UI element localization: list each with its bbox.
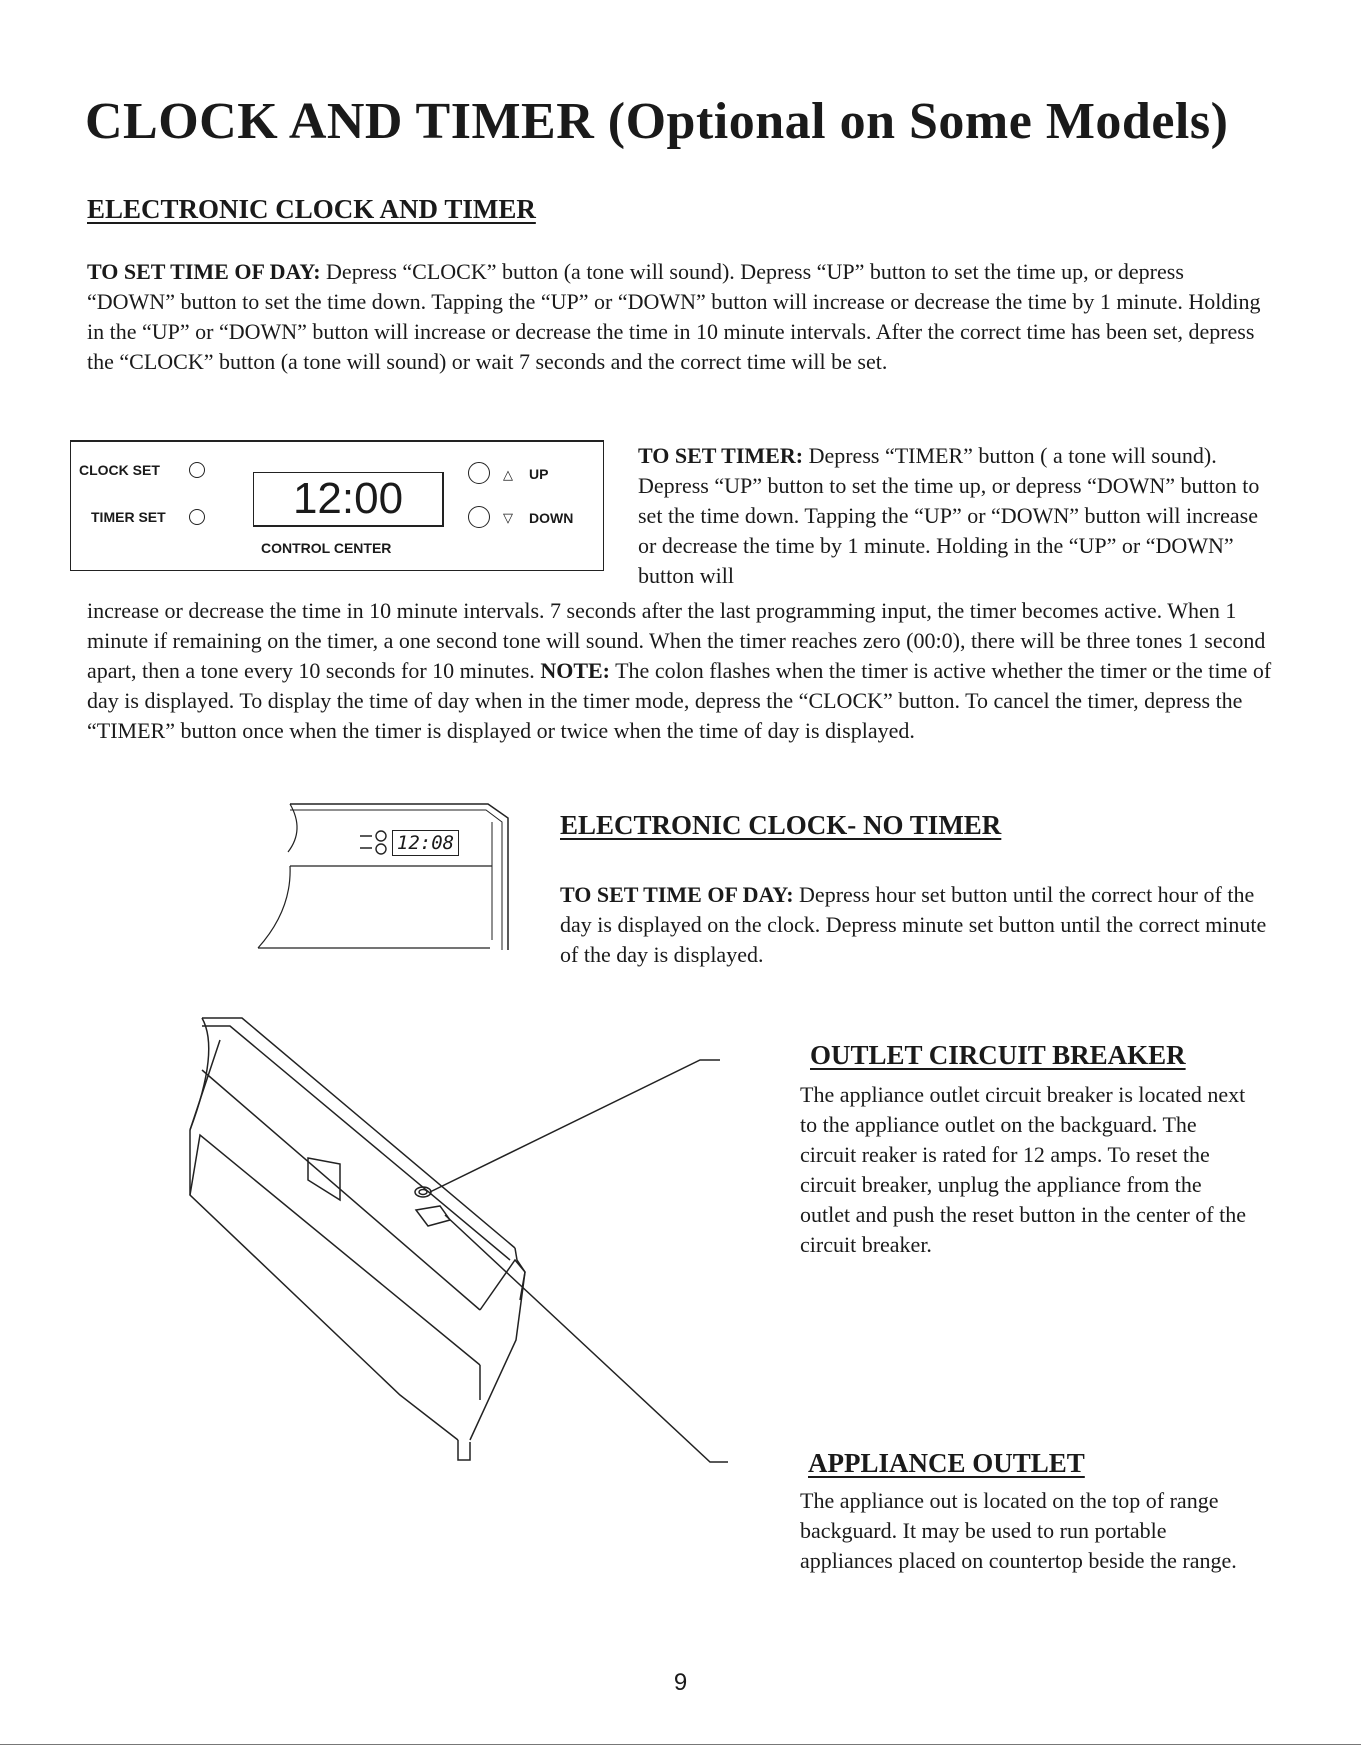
set-time-paragraph: [87, 257, 1277, 377]
page-number: 9: [673, 1669, 688, 1696]
set-timer-text-top: Depress “TIMER” button ( a tone will sound). Depress “UP” button to set the time up, or depress “DOWN” button to set the time down. Tapping the “UP” or “DOWN” button will increase or decrease the time by 1 minute. Holding in the “UP” or “DOWN” button will: [638, 443, 1260, 588]
clock-set-label: CLOCK SET: [79, 462, 160, 478]
section-heading-outlet-breaker: OUTLET CIRCUIT BREAKER: [810, 1040, 1186, 1070]
range-backguard-illustration: [180, 1010, 810, 1510]
clock-set-button[interactable]: [189, 462, 205, 478]
set-timer-text-rest: increase or decrease the time in 10 minute intervals. 7 seconds after the last programming input, the timer becomes active. When 1 minute if remaining on the timer, a one second tone will sound. When the timer reaches zero (00:0), there will be three tones 1 second apart, then a tone every 10 seconds for 10 minutes.: [87, 598, 1266, 683]
section-heading-clock-timer: ELECTRONIC CLOCK AND TIMER: [87, 194, 536, 224]
appliance-outlet-paragraph: The appliance out is located on the top of range backguard. It may be used to run portable appliances placed on countertop beside the range.: [800, 1488, 1237, 1573]
page-title: CLOCK AND TIMER (Optional on Some Models): [85, 93, 1229, 150]
down-label: DOWN: [529, 510, 574, 526]
down-button[interactable]: [468, 506, 490, 528]
control-center-panel: [70, 440, 604, 571]
set-time-text: Depress “CLOCK” button (a tone will sound). Depress “UP” button to set the time up, or depress “DOWN” button to set the time down. Tapping the “UP” or “DOWN” button will increase or decrease the time by 1 minute. Holding in the “UP” or “DOWN” button will increase or decrease the time in 10 minute intervals. After the correct time has been set, depress the “CLOCK” button (a tone will sound) or wait 7 seconds and the correct time will be set.: [87, 259, 1261, 374]
no-timer-paragraph: [560, 880, 1270, 970]
set-time-label: TO SET TIME OF DAY:: [87, 259, 321, 284]
mini-clock-drawing: [250, 800, 510, 950]
down-arrow-icon: ▽: [503, 510, 513, 525]
no-timer-set-time-text: Depress hour set button until the correct hour of the day is displayed on the clock. Depress minute set button until the correct minute of the day is displayed.: [560, 882, 1267, 967]
timer-set-button[interactable]: [189, 509, 205, 525]
note-text: The colon flashes when the timer is active whether the timer or the time of day is displayed. To display the time of day when in the timer mode, depress the “CLOCK” button. To cancel the timer, depress the “TIMER” button once when the timer is displayed or twice when the time of day is displayed.: [87, 658, 1272, 743]
note-label: NOTE:: [540, 658, 610, 683]
clock-display: 12:00: [253, 472, 444, 527]
section-heading-appliance-outlet: APPLIANCE OUTLET: [808, 1448, 1085, 1478]
up-label: UP: [529, 466, 549, 482]
page-bottom-rule: [0, 1744, 1361, 1745]
control-center-caption: CONTROL CENTER: [261, 540, 392, 556]
up-button[interactable]: [468, 462, 490, 484]
section-heading-no-timer: ELECTRONIC CLOCK- NO TIMER: [560, 810, 1002, 840]
mini-clock-display: 12:08: [392, 830, 459, 856]
set-timer-paragraph-rest: [87, 596, 1277, 746]
set-timer-paragraph-top: [638, 441, 1278, 591]
set-timer-label: TO SET TIMER:: [638, 443, 804, 468]
outlet-breaker-paragraph: The appliance outlet circuit breaker is located next to the appliance outlet on the backguard. The circuit reaker is rated for 12 amps. To reset the circuit breaker, unplug the appliance from the outlet and push the reset button in the center of the circuit breaker.: [800, 1082, 1246, 1257]
timer-set-label: TIMER SET: [91, 509, 166, 525]
mini-clock-illustration: [250, 800, 510, 950]
no-timer-set-time-label: TO SET TIME OF DAY:: [560, 882, 794, 907]
up-arrow-icon: △: [503, 467, 513, 482]
